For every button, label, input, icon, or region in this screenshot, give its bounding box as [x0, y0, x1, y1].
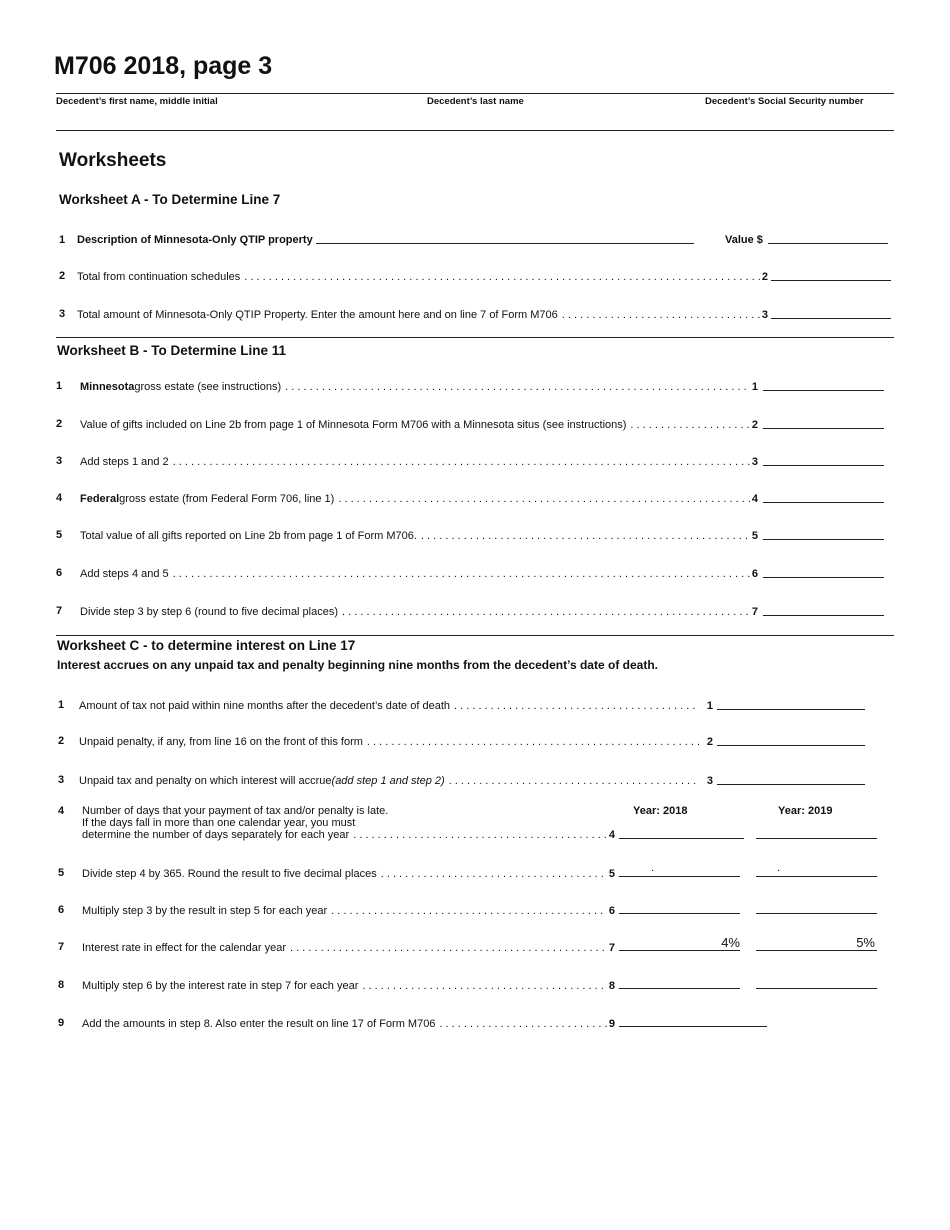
- worksheet-b-title: Worksheet B - To Determine Line 11: [57, 343, 287, 358]
- wa-line3-ref: 3: [761, 309, 768, 321]
- wa-line3-num: 3: [59, 308, 66, 320]
- wc-step1-row: [79, 699, 713, 713]
- wc-step5-ref: 5: [608, 868, 615, 880]
- wa-line2-num: 2: [59, 270, 66, 282]
- wc-step4-line-a: Number of days that your payment of tax and/or penalty is late.: [82, 805, 389, 817]
- wc-step3-num: 3: [58, 774, 65, 786]
- wc-step4-ref: 4: [608, 829, 615, 841]
- wb-step-label: Add steps 4 and 5: [80, 568, 169, 580]
- wc-step5-label: Divide step 4 by 365. Round the result to five decimal places: [82, 868, 377, 880]
- wb-step-row: [80, 492, 758, 506]
- wb-step-ref: 1: [751, 381, 758, 393]
- first-name-field[interactable]: [56, 108, 416, 128]
- wb-step-num: 5: [56, 529, 63, 541]
- wc-step2-ref: 2: [706, 736, 713, 748]
- leader-dots: [630, 418, 749, 432]
- wc-step2-row: [79, 735, 713, 749]
- wc-step1-field[interactable]: [717, 709, 865, 710]
- leader-dots: [331, 904, 607, 918]
- worksheet-c-subtitle: Interest accrues on any unpaid tax and penalty beginning nine months from the decedent’s date of death.: [57, 658, 658, 672]
- wc-step4-num: 4: [58, 805, 65, 817]
- wb-step-row: [80, 455, 758, 469]
- wb-step-row: [80, 418, 758, 432]
- wb-step-num: 2: [56, 418, 63, 430]
- wa-line1-num: 1: [59, 234, 66, 246]
- wc-step8-2019-field[interactable]: [756, 988, 877, 989]
- worksheet-divider: [56, 635, 894, 636]
- wc-step3-field[interactable]: [717, 784, 865, 785]
- wb-step-bold: Federal: [80, 493, 120, 505]
- page-title: M706 2018, page 3: [54, 52, 273, 80]
- wb-step-num: 1: [56, 380, 63, 392]
- wc-step3-row: [79, 774, 713, 788]
- leader-dots: [439, 1017, 606, 1031]
- wb-step-label: Total value of all gifts reported on Line 2b from page 1 of Form M706.: [80, 530, 417, 542]
- wc-step1-label: Amount of tax not paid within nine months after the decedent’s date of death: [79, 700, 450, 712]
- leader-dots: [290, 941, 607, 955]
- wb-step-ref: 2: [751, 419, 758, 431]
- wa-line2-ref: 2: [761, 271, 768, 283]
- wb-step-num: 3: [56, 455, 63, 467]
- wc-step8-row: [82, 979, 615, 993]
- rate-2018: 4%: [721, 935, 740, 950]
- wb-step-row: [80, 605, 758, 619]
- wa-line3-label: Total amount of Minnesota-Only QTIP Property. Enter the amount here and on line 7 of Form M706: [77, 309, 558, 321]
- wa-line2-field[interactable]: [771, 280, 891, 281]
- wa-value-field[interactable]: [768, 243, 888, 244]
- leader-dots: [338, 492, 750, 506]
- wb-step-ref: 5: [751, 530, 758, 542]
- wb-step-label: Add steps 1 and 2: [80, 456, 169, 468]
- wb-step-row: [80, 529, 758, 543]
- wb-step-label: Divide step 3 by step 6 (round to five decimal places): [80, 606, 339, 618]
- wc-step4-row: [82, 829, 615, 842]
- wa-line2-label: Total from continuation schedules: [77, 271, 241, 283]
- wc-step9-row: [82, 1017, 615, 1031]
- worksheet-c-title: Worksheet C - to determine interest on Line 17: [57, 638, 356, 653]
- leader-dots: [342, 605, 750, 619]
- wc-step4-2018-field[interactable]: [619, 838, 744, 839]
- wc-step2-num: 2: [58, 735, 65, 747]
- wc-step2-label: Unpaid penalty, if any, from line 16 on the front of this form: [79, 736, 363, 748]
- wc-step6-2018-field[interactable]: [619, 913, 740, 914]
- wc-step3-italic: (add step 1 and step 2): [331, 775, 445, 787]
- leader-dots: [285, 380, 750, 394]
- decimal-point: .: [777, 862, 781, 874]
- wc-step7-ref: 7: [608, 942, 615, 954]
- wb-step-field[interactable]: [763, 577, 884, 578]
- wc-step7-num: 7: [58, 941, 65, 953]
- wb-step-ref: 7: [751, 606, 758, 618]
- wc-step4-line-b: If the days fall in more than one calendar year, you must: [82, 817, 356, 829]
- year-2019-label: Year: 2019: [778, 805, 833, 817]
- wa-line1-label: Description of Minnesota-Only QTIP property: [77, 234, 313, 246]
- leader-dots: [381, 867, 607, 881]
- wa-description-field[interactable]: [316, 243, 694, 244]
- wa-value-label: Value $: [725, 234, 763, 246]
- wb-step-field[interactable]: [763, 390, 884, 391]
- wb-step-ref: 3: [751, 456, 758, 468]
- wc-step6-label: Multiply step 3 by the result in step 5 for each year: [82, 905, 328, 917]
- worksheet-a-title: Worksheet A - To Determine Line 7: [59, 192, 281, 207]
- wc-step6-num: 6: [58, 904, 65, 916]
- wc-step1-ref: 1: [706, 700, 713, 712]
- ssn-field[interactable]: [705, 108, 890, 128]
- wc-step7-label: Interest rate in effect for the calendar year: [82, 942, 287, 954]
- wc-step9-num: 9: [58, 1017, 65, 1029]
- section-title: Worksheets: [59, 150, 167, 171]
- last-name-label: Decedent’s last name: [427, 96, 524, 107]
- wb-step-num: 6: [56, 567, 63, 579]
- first-name-label: Decedent’s first name, middle initial: [56, 96, 218, 107]
- wc-step8-label: Multiply step 6 by the interest rate in step 7 for each year: [82, 980, 359, 992]
- wc-step9-field[interactable]: [619, 1026, 767, 1027]
- wa-line3-field[interactable]: [771, 318, 891, 319]
- leader-dots: [244, 270, 760, 284]
- wb-step-ref: 6: [751, 568, 758, 580]
- wc-step8-ref: 8: [608, 980, 615, 992]
- leader-dots: [449, 774, 699, 788]
- wb-step-num: 4: [56, 492, 63, 504]
- decimal-point: .: [651, 862, 655, 874]
- header-top-rule: [56, 93, 894, 94]
- wb-step-label: gross estate (see instructions): [134, 381, 282, 393]
- wb-step-num: 7: [56, 605, 63, 617]
- ssn-label: Decedent’s Social Security number: [705, 96, 864, 107]
- wc-step4-line-c: determine the number of days separately for each year: [82, 829, 350, 841]
- worksheet-divider: [56, 337, 894, 338]
- wb-step-field[interactable]: [763, 502, 884, 503]
- rate-2019: 5%: [856, 935, 875, 950]
- wb-step-field[interactable]: [763, 428, 884, 429]
- wc-step7-2018-field[interactable]: [619, 950, 740, 951]
- wb-step-field[interactable]: [763, 615, 884, 616]
- wc-step3-ref: 3: [706, 775, 713, 787]
- leader-dots: [173, 567, 750, 581]
- wb-step-field[interactable]: [763, 539, 884, 540]
- wa-line2-row: [77, 270, 768, 284]
- leader-dots: [173, 455, 750, 469]
- leader-dots: [562, 308, 760, 322]
- wc-step2-field[interactable]: [717, 745, 865, 746]
- last-name-field[interactable]: [427, 108, 697, 128]
- year-2018-label: Year: 2018: [633, 805, 688, 817]
- wb-step-label: gross estate (from Federal Form 706, line 1): [119, 493, 335, 505]
- wc-step6-2019-field[interactable]: [756, 913, 877, 914]
- leader-dots: [454, 699, 699, 713]
- wa-line3-row: [77, 308, 768, 322]
- wc-step4-2019-field[interactable]: [756, 838, 877, 839]
- wc-step5-2019-field[interactable]: [756, 876, 877, 877]
- wc-step5-num: 5: [58, 867, 65, 879]
- wb-step-label: Value of gifts included on Line 2b from page 1 of Minnesota Form M706 with a Minnesota situs (see instructions): [80, 419, 627, 431]
- wc-step5-2018-field[interactable]: [619, 876, 740, 877]
- leader-dots: [421, 529, 750, 543]
- wc-step6-ref: 6: [608, 905, 615, 917]
- leader-dots: [362, 979, 607, 993]
- wc-step7-2019-field[interactable]: [756, 950, 877, 951]
- leader-dots: [367, 735, 699, 749]
- wc-step9-ref: 9: [608, 1018, 615, 1030]
- leader-dots: [353, 829, 607, 842]
- wc-step8-2018-field[interactable]: [619, 988, 740, 989]
- wc-step7-row: [82, 941, 615, 955]
- wc-step5-row: [82, 867, 615, 881]
- wb-step-bold: Minnesota: [80, 381, 135, 393]
- wb-step-field[interactable]: [763, 465, 884, 466]
- wc-step8-num: 8: [58, 979, 65, 991]
- header-bottom-rule: [56, 130, 894, 131]
- wb-step-ref: 4: [751, 493, 758, 505]
- wb-step-row: [80, 380, 758, 394]
- wc-step1-num: 1: [58, 699, 65, 711]
- wb-step-row: [80, 567, 758, 581]
- wc-step9-label: Add the amounts in step 8. Also enter the result on line 17 of Form M706: [82, 1018, 436, 1030]
- wc-step6-row: [82, 904, 615, 918]
- wc-step3-label: Unpaid tax and penalty on which interest will accrue: [79, 775, 332, 787]
